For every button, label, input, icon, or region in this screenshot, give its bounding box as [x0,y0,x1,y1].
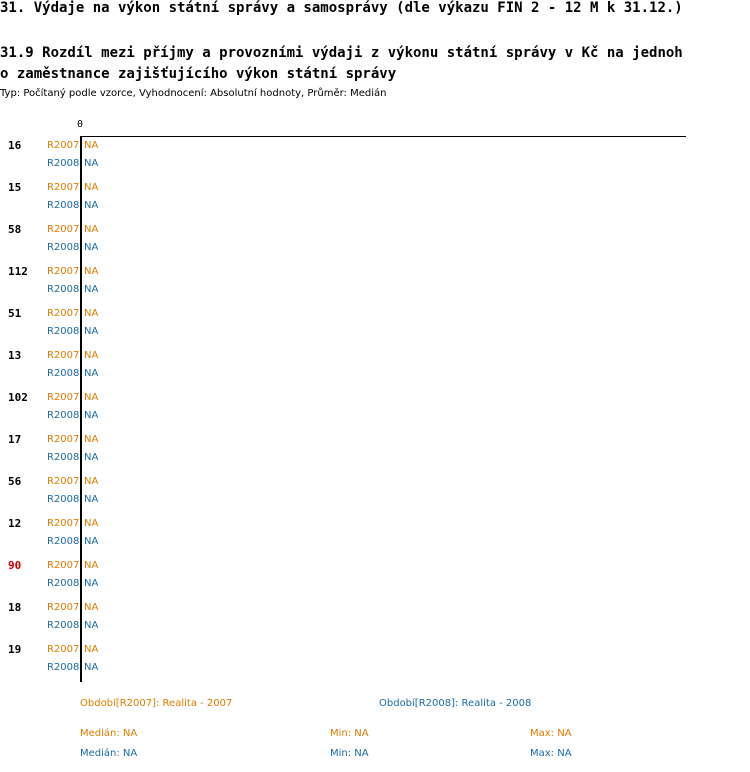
category-label: 58 [8,223,22,236]
series-label: R2008 [47,242,80,253]
median-r2008: Medián: NA [80,748,138,759]
series-label: R2008 [47,368,80,379]
category-row [0,515,700,557]
value-label: NA [84,578,99,589]
category-label: 18 [8,601,22,614]
series-label: R2007 [47,308,80,319]
series-label: R2008 [47,326,80,337]
value-label: NA [84,242,99,253]
type-description: Typ: Počítaný podle vzorce, Vyhodnocení: Absolutní hodnoty, Průměr: Medián [0,88,387,99]
max-r2008: Max: NA [530,748,572,759]
max-r2007: Max: NA [530,728,572,739]
series-label: R2008 [47,410,80,421]
category-label: 15 [8,181,22,194]
value-label: NA [84,266,99,277]
legend-r2008: Období[R2008]: Realita - 2008 [379,698,532,709]
category-row [0,431,700,473]
value-label: NA [84,536,99,547]
series-label: R2007 [47,140,80,151]
series-label: R2008 [47,578,80,589]
series-label: R2008 [47,620,80,631]
series-label: R2008 [47,494,80,505]
series-label: R2007 [47,266,80,277]
series-label: R2008 [47,452,80,463]
indicator-title [0,43,683,85]
value-label: NA [84,434,99,445]
series-label: R2007 [47,644,80,655]
category-row [0,389,700,431]
series-label: R2007 [47,602,80,613]
category-label: 102 [8,391,28,404]
indicator-title-line1: 31.9 Rozdíl mezi příjmy a provozními výdaji z výkonu státní správy v Kč na jednoh [0,45,683,61]
min-r2008: Min: NA [330,748,369,759]
value-label: NA [84,326,99,337]
value-label: NA [84,392,99,403]
series-label: R2007 [47,518,80,529]
value-label: NA [84,182,99,193]
value-label: NA [84,368,99,379]
category-label: 90 [8,559,22,572]
category-row [0,305,700,347]
category-row [0,599,700,641]
series-label: R2008 [47,284,80,295]
category-label: 112 [8,265,28,278]
value-label: NA [84,284,99,295]
legend-r2007: Období[R2007]: Realita - 2007 [80,698,233,709]
category-label: 56 [8,475,22,488]
value-label: NA [84,158,99,169]
series-label: R2007 [47,476,80,487]
series-label: R2008 [47,536,80,547]
series-label: R2007 [47,392,80,403]
category-row [0,347,700,389]
value-label: NA [84,494,99,505]
series-label: R2008 [47,662,80,673]
value-label: NA [84,476,99,487]
value-label: NA [84,224,99,235]
category-row [0,557,700,599]
category-label: 13 [8,349,22,362]
category-row [0,137,700,179]
category-row [0,179,700,221]
series-label: R2008 [47,158,80,169]
category-row [0,641,700,683]
value-label: NA [84,602,99,613]
value-label: NA [84,200,99,211]
series-label: R2007 [47,434,80,445]
series-label: R2007 [47,350,80,361]
value-label: NA [84,560,99,571]
median-r2007: Medián: NA [80,728,138,739]
value-label: NA [84,644,99,655]
category-row [0,221,700,263]
category-label: 17 [8,433,22,446]
value-label: NA [84,620,99,631]
series-label: R2007 [47,560,80,571]
category-label: 51 [8,307,22,320]
min-r2007: Min: NA [330,728,369,739]
category-row [0,263,700,305]
value-label: NA [84,140,99,151]
series-label: R2007 [47,224,80,235]
axis-zero-label: 0 [77,119,84,130]
category-label: 19 [8,643,22,656]
series-label: R2007 [47,182,80,193]
value-label: NA [84,308,99,319]
page-title: 31. Výdaje na výkon státní správy a samosprávy (dle výkazu FIN 2 - 12 M k 31.12.) [0,0,683,16]
value-label: NA [84,410,99,421]
value-label: NA [84,662,99,673]
category-label: 12 [8,517,22,530]
category-label: 16 [8,139,22,152]
series-label: R2008 [47,200,80,211]
category-row [0,473,700,515]
value-label: NA [84,452,99,463]
value-label: NA [84,350,99,361]
value-label: NA [84,518,99,529]
indicator-title-line2: o zaměstnance zajišťujícího výkon státní správy [0,66,397,82]
